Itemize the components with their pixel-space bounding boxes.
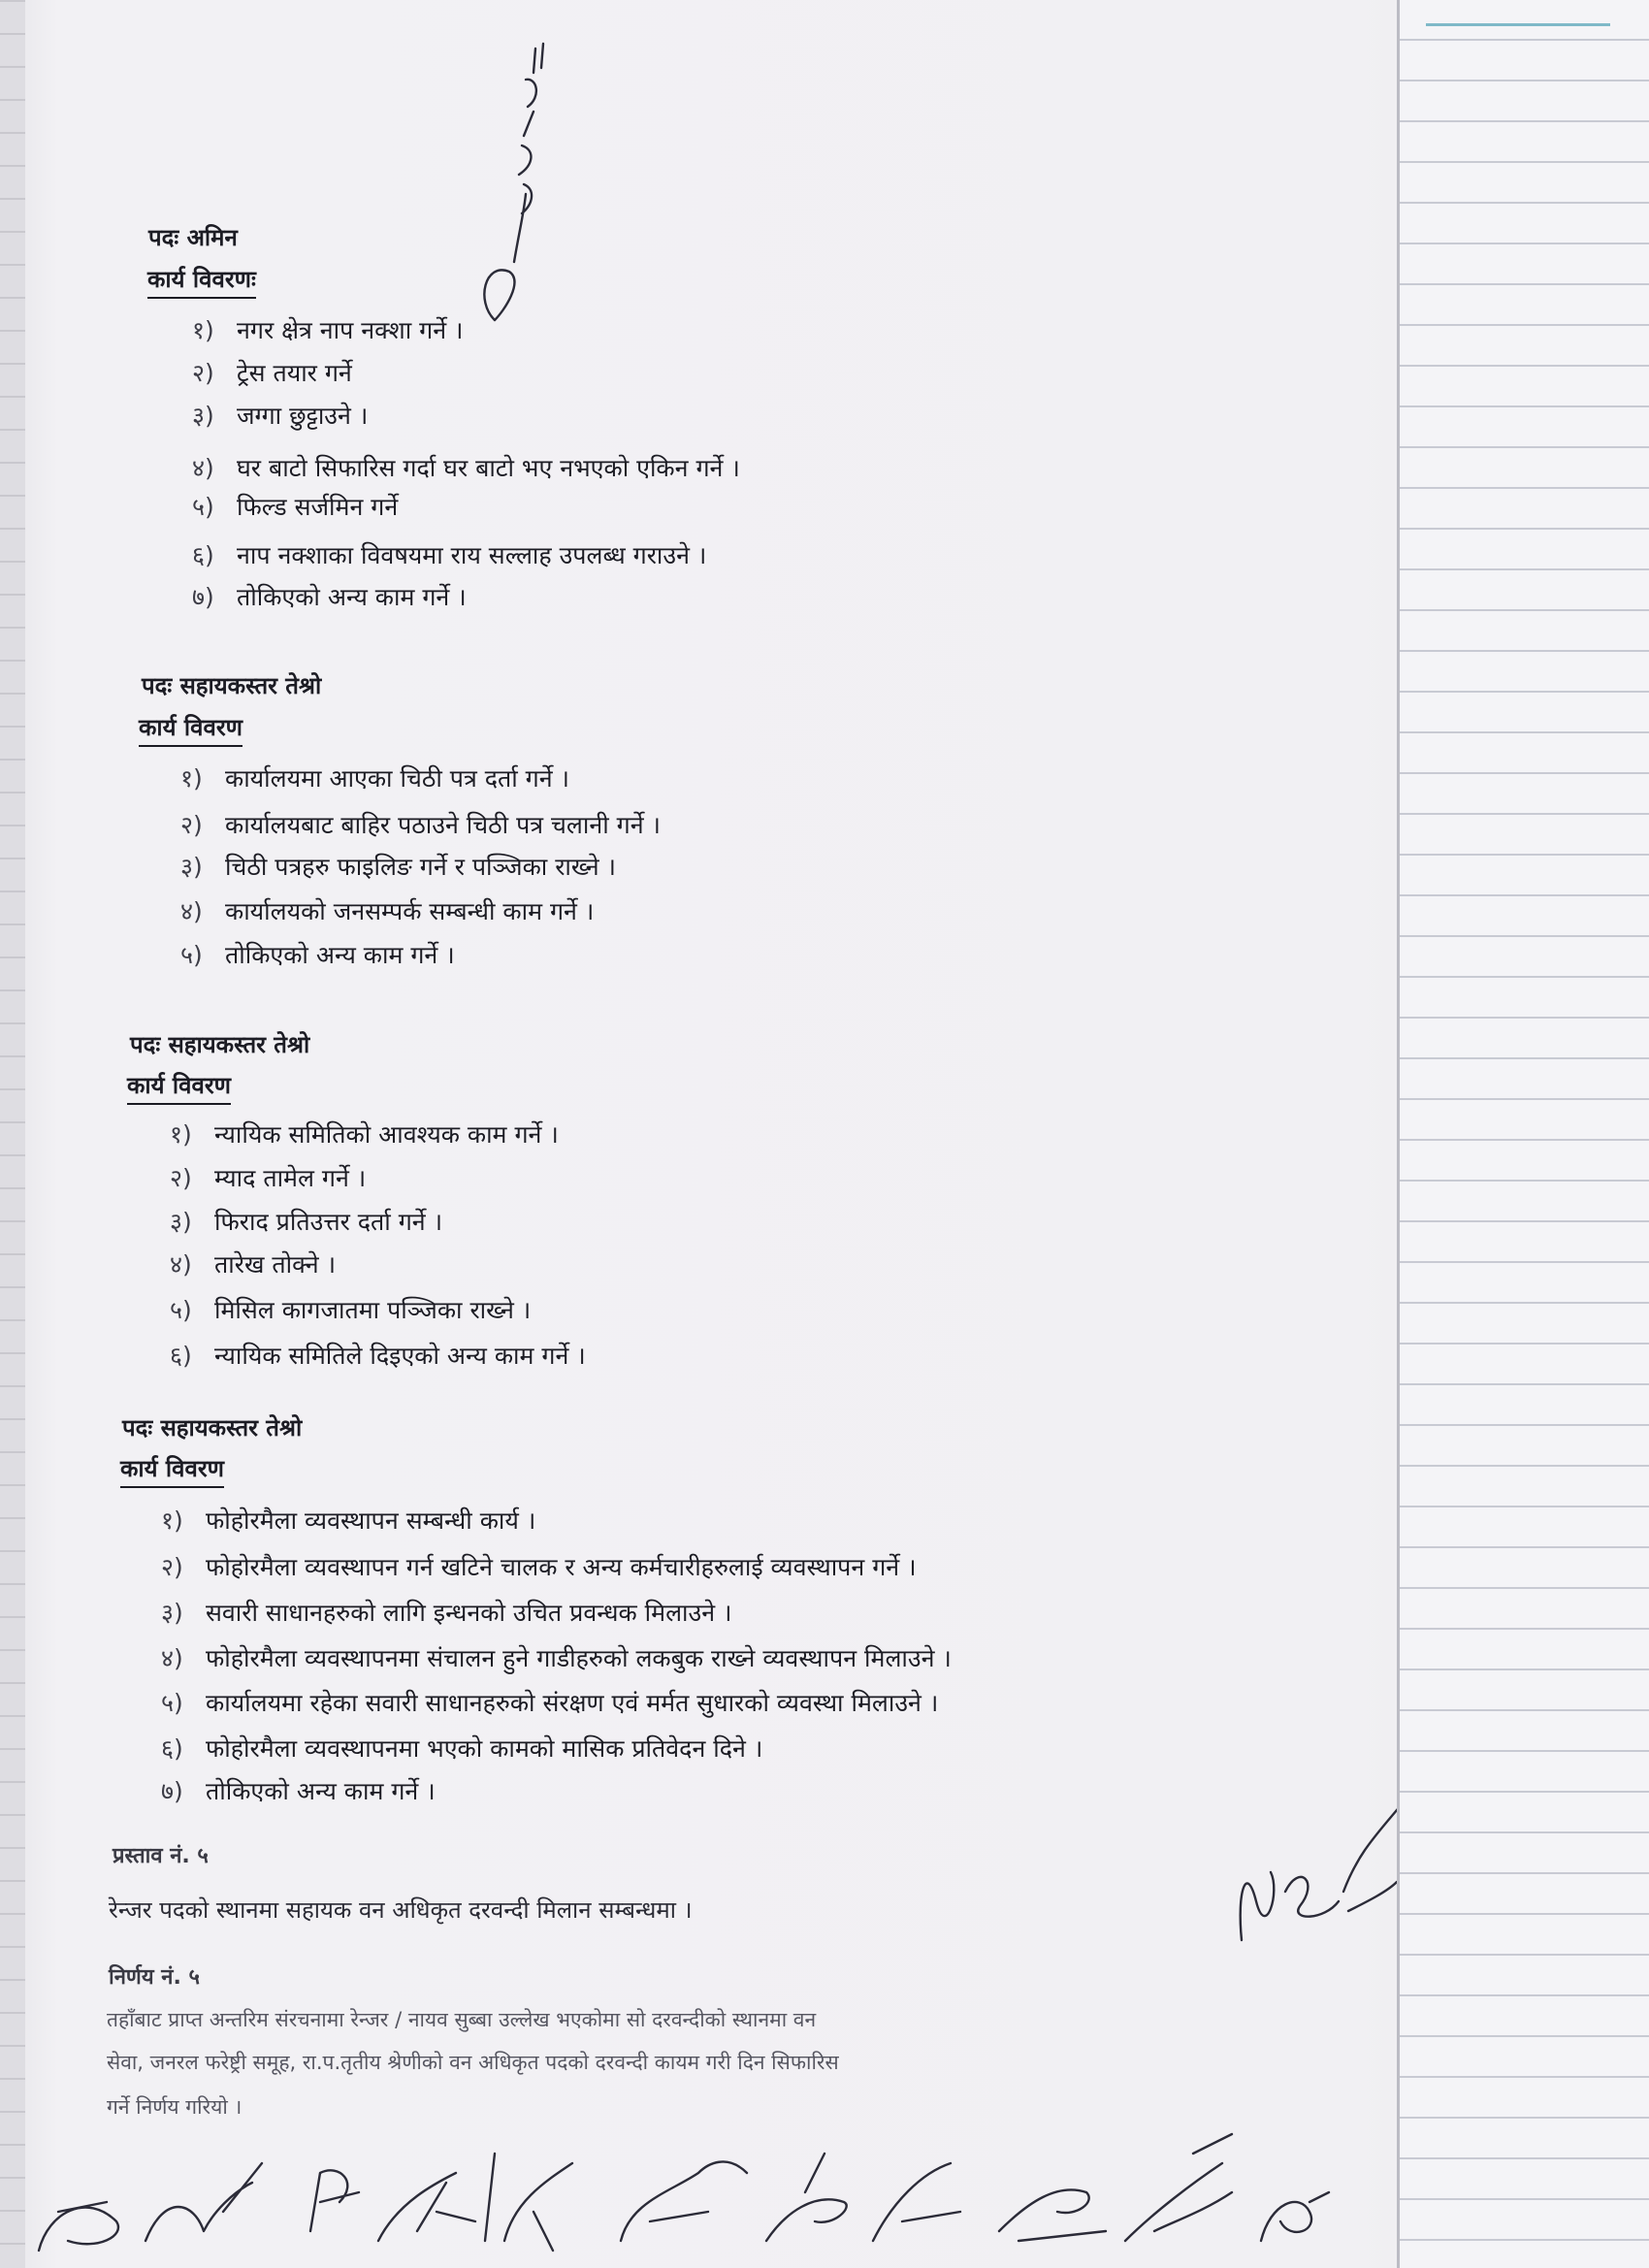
- item-number: ७): [161, 1777, 183, 1805]
- item-text: फोहोरमैला व्यवस्थापनमा भएको कामको मासिक प्रतिवेदन दिने ।: [206, 1734, 763, 1763]
- list-item: [180, 808, 661, 841]
- binding-edge: [0, 0, 25, 2268]
- list-item: [161, 1686, 938, 1719]
- adjacent-lined-page: [1397, 0, 1649, 2268]
- list-item: [192, 538, 706, 571]
- list-item: [180, 938, 455, 971]
- item-text: न्यायिक समितिको आवश्यक काम गर्ने ।: [214, 1120, 559, 1149]
- item-number: ३): [180, 853, 203, 881]
- item-text: कार्यालयमा आएका चिठी पत्र दर्ता गर्ने ।: [225, 764, 570, 793]
- list-item: [180, 894, 594, 927]
- section-subheading: कार्य विवरण: [120, 1452, 224, 1488]
- item-text: तोकिएको अन्य काम गर्ने ।: [237, 583, 467, 611]
- item-number: २): [192, 359, 214, 387]
- item-text: नगर क्षेत्र नाप नक्शा गर्ने ।: [237, 316, 464, 344]
- item-text: कार्यालयबाट बाहिर पठाउने चिठी पत्र चलानी गर्ने ।: [225, 811, 662, 839]
- list-item: [170, 1293, 531, 1326]
- decision-line: सेवा, जनरल फरेष्ट्री समूह, रा.प.तृतीय श्रेणीको वन अधिकृत पदको दरवन्दी कायम गरी दिन सिफारिस: [107, 2051, 839, 2074]
- item-text: फिल्ड सर्जमिन गर्ने: [237, 493, 399, 521]
- item-number: ५): [180, 941, 203, 969]
- item-number: ६): [170, 1342, 192, 1370]
- list-item: [161, 1774, 436, 1807]
- item-text: फिराद प्रतिउत्तर दर्ता गर्ने ।: [214, 1208, 443, 1236]
- list-item: [170, 1247, 336, 1280]
- item-text: तारेख तोक्ने ।: [214, 1250, 337, 1279]
- proposal-title: प्रस्ताव नं. ५: [113, 1844, 209, 1868]
- item-text: तोकिएको अन्य काम गर्ने ।: [206, 1777, 436, 1805]
- item-number: ५): [170, 1296, 192, 1324]
- item-text: तोकिएको अन्य काम गर्ने ।: [225, 941, 455, 969]
- item-number: ५): [192, 493, 214, 521]
- item-number: १): [180, 764, 203, 793]
- item-number: १): [192, 316, 214, 344]
- item-text: म्याद तामेल गर्ने ।: [214, 1164, 367, 1192]
- list-item: [170, 1118, 559, 1150]
- item-number: ४): [170, 1250, 192, 1279]
- list-item: [192, 399, 368, 432]
- item-number: ५): [161, 1689, 183, 1717]
- list-item: [161, 1732, 762, 1765]
- item-number: ४): [161, 1644, 183, 1672]
- proposal-text: रेन्जर पदको स्थानमा सहायक वन अधिकृत दरवन्दी मिलान सम्बन्धमा ।: [109, 1896, 693, 1924]
- list-item: [192, 451, 740, 484]
- list-item: [180, 761, 569, 794]
- item-number: २): [161, 1553, 183, 1581]
- item-number: ४): [180, 897, 203, 925]
- item-number: ६): [161, 1734, 183, 1763]
- page-edge: [1397, 0, 1400, 2268]
- item-text: ट्रेस तयार गर्ने: [237, 359, 352, 387]
- section-subheading: कार्य विवरणः: [147, 263, 256, 299]
- section-heading: पदः सहायकस्तर तेश्रो: [130, 1031, 310, 1058]
- list-item: [192, 580, 467, 613]
- item-text: फोहोरमैला व्यवस्थापनमा संचालन हुने गाडीहरुको लकबुक राख्ने व्यवस्थापन मिलाउने ।: [206, 1644, 952, 1672]
- item-text: जग्गा छुट्टाउने ।: [237, 402, 369, 430]
- list-item: [161, 1596, 732, 1629]
- item-number: १): [161, 1507, 183, 1535]
- item-number: ३): [161, 1599, 183, 1627]
- handwritten-date-signature: [466, 19, 563, 330]
- list-item: [170, 1339, 586, 1372]
- section-subheading: कार्य विवरण: [127, 1069, 231, 1105]
- page-top-line: [1426, 23, 1610, 26]
- section-heading: पदः सहायकस्तर तेश्रो: [142, 672, 322, 699]
- item-text: मिसिल कागजातमा पञ्जिका राख्ने ।: [214, 1296, 532, 1324]
- section-heading: पदः सहायकस्तर तेश्रो: [122, 1414, 303, 1442]
- list-item: [161, 1550, 917, 1583]
- list-item: [170, 1205, 442, 1238]
- item-number: २): [180, 811, 203, 839]
- item-text: चिठी पत्रहरु फाइलिङ गर्ने र पञ्जिका राख्ने ।: [225, 853, 617, 881]
- list-item: [192, 356, 352, 389]
- item-text: कार्यालयमा रहेका सवारी साधानहरुको संरक्षण एवं मर्मत सुधारको व्यवस्था मिलाउने ।: [206, 1689, 939, 1717]
- item-text: नाप नक्शाका विवषयमा राय सल्लाह उपलब्ध गराउने ।: [237, 541, 707, 569]
- list-item: [161, 1504, 535, 1537]
- item-text: सवारी साधानहरुको लागि इन्धनको उचित प्रवन्धक मिलाउने ।: [206, 1599, 732, 1627]
- section-subheading: कार्य विवरण: [139, 711, 242, 747]
- decision-title: निर्णय नं. ५: [109, 1965, 200, 1990]
- list-item: [192, 490, 398, 523]
- list-item: [192, 313, 464, 346]
- item-text: फोहोरमैला व्यवस्थापन सम्बन्धी कार्य ।: [206, 1507, 536, 1535]
- item-text: न्यायिक समितिले दिइएको अन्य काम गर्ने ।: [214, 1342, 586, 1370]
- item-number: ६): [192, 541, 214, 569]
- handwritten-signature: [1232, 1746, 1406, 1960]
- list-item: [180, 850, 616, 883]
- list-item: [170, 1161, 366, 1194]
- item-number: ४): [192, 454, 214, 482]
- decision-line: तहाँबाट प्राप्त अन्तरिम संरचनामा रेन्जर / नायव सुब्बा उल्लेख भएकोमा सो दरवन्दीको स्थानमा वन: [107, 2008, 817, 2031]
- item-text: घर बाटो सिफारिस गर्दा घर बाटो भए नभएको एकिन गर्ने ।: [237, 454, 740, 482]
- item-number: ३): [192, 402, 214, 430]
- decision-line: गर्ने निर्णय गरियो ।: [107, 2095, 242, 2119]
- item-text: फोहोरमैला व्यवस्थापन गर्न खटिने चालक र अन्य कर्मचारीहरुलाई व्यवस्थापन गर्ने ।: [206, 1553, 917, 1581]
- item-number: १): [170, 1120, 192, 1149]
- item-number: २): [170, 1164, 192, 1192]
- section-heading: पदः अमिन: [148, 224, 238, 251]
- committee-signatures: [29, 2095, 1368, 2260]
- item-text: कार्यालयको जनसम्पर्क सम्बन्धी काम गर्ने ।: [225, 897, 595, 925]
- list-item: [161, 1641, 952, 1674]
- item-number: ३): [170, 1208, 192, 1236]
- item-number: ७): [192, 583, 214, 611]
